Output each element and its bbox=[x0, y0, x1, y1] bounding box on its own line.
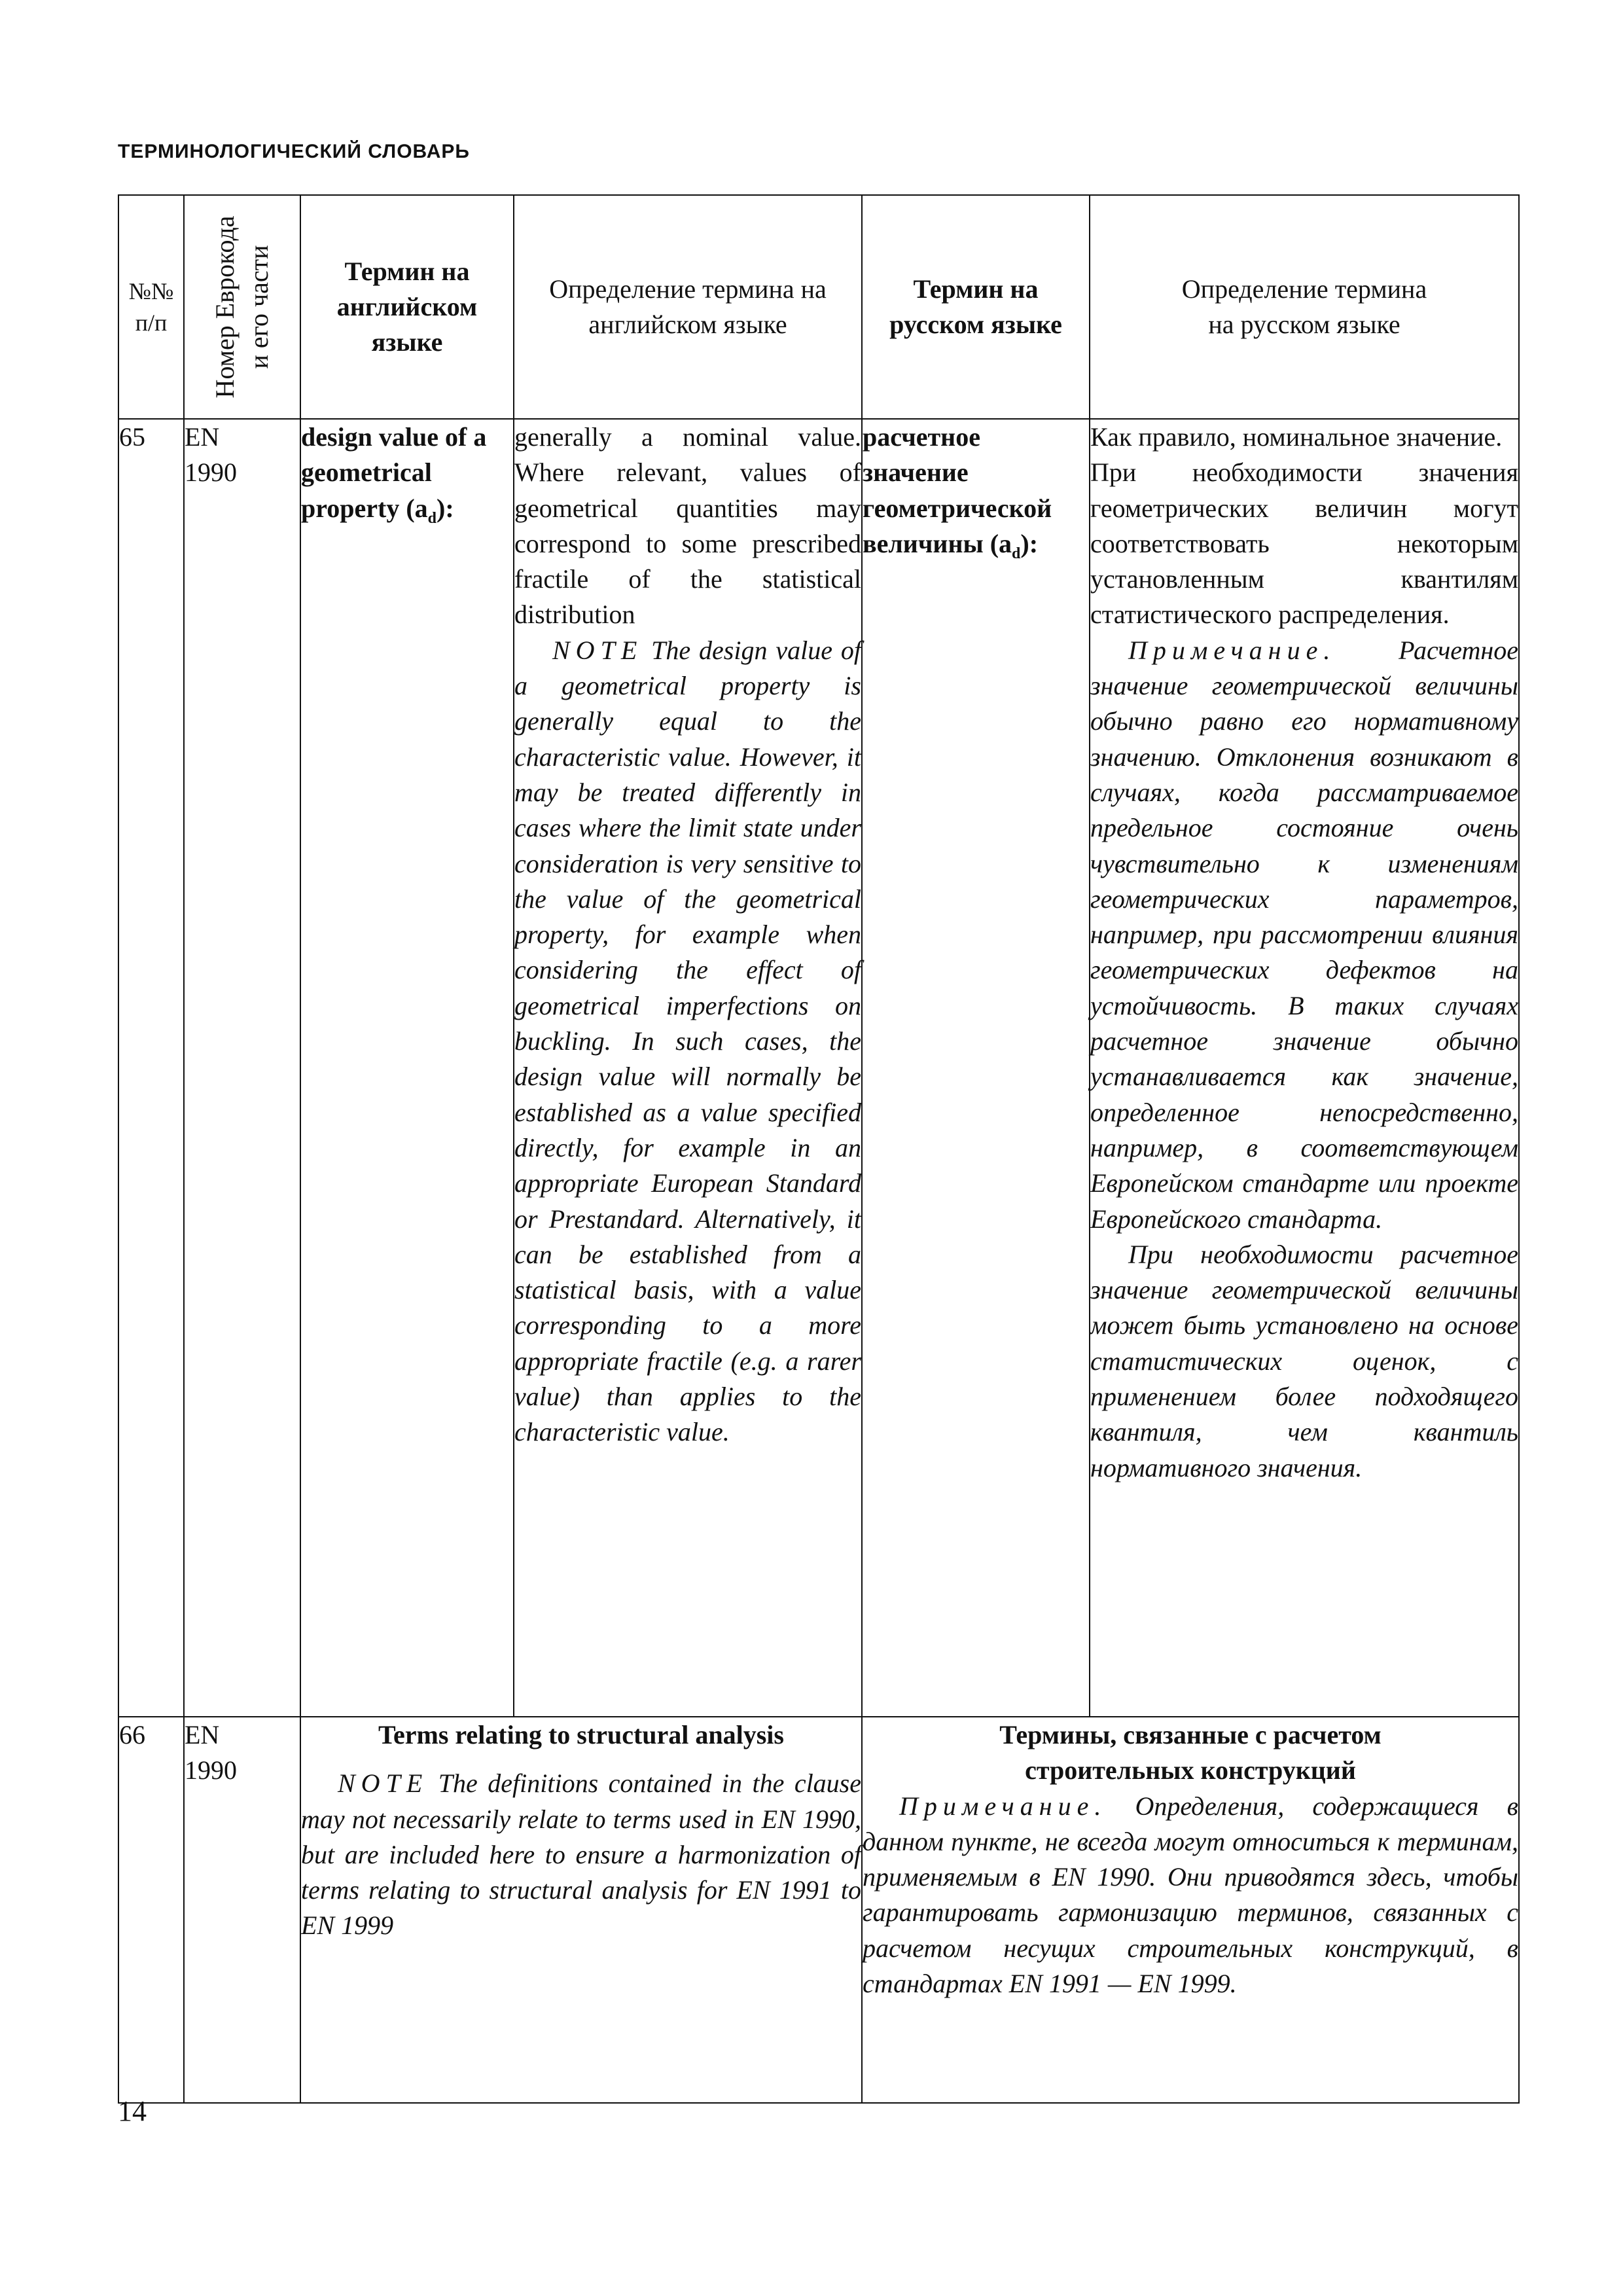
table-row bbox=[118, 419, 1519, 1717]
row-65-note-ru-2: При необходимости расчетное значение геометрической величины может быть установлено на основе статистических оценок, с применением более подходящего квантиля, чем квантиль нормативного значения. bbox=[1090, 1239, 1518, 1482]
row-66-note-en bbox=[301, 1766, 861, 1943]
table-row bbox=[118, 1717, 1519, 2103]
col-header-term-ru-text: Термин на русском языке bbox=[889, 274, 1062, 339]
row-65-def-en-text: generally a nominal value. Where relevant, values of geometrical quantities may correspond to some prescribed fractile of the statistical distribution bbox=[514, 422, 861, 630]
row-66-note-ru-text: Определения, содержащиеся в данном пункте, не всегда могут относиться к терминам, применяемым в EN 1990. Они приводятся здесь, чтобы гарантировать гармонизацию терминов, связанных с расчетом несущих строительных конструкций, в стандартах EN 1991 — EN 1999. bbox=[863, 1791, 1519, 1999]
col-header-def-en-text: Определение термина на английском языке bbox=[549, 274, 827, 339]
row-65-note-en bbox=[514, 633, 861, 1450]
term-ru-part1: расчетное значение геометрической величины (a bbox=[863, 422, 1052, 558]
row-65-def-ru-2: При необходимости значения геометрических величин могут соответствовать некоторым установленным квантилям статистического распределения. bbox=[1090, 457, 1518, 630]
term-en-subscript: d bbox=[427, 509, 437, 527]
row-65-note-ru-1 bbox=[1090, 633, 1518, 1237]
row-66-num: 66 bbox=[118, 1717, 184, 2103]
row-65-code-text: EN 1990 bbox=[185, 422, 237, 488]
row-65-def-ru bbox=[1090, 419, 1519, 1717]
note-ru-label: Примечание. bbox=[1128, 635, 1336, 665]
row-65-term-ru bbox=[862, 419, 1090, 1717]
row-66-code bbox=[184, 1717, 300, 2103]
row-65-term-en-text bbox=[301, 420, 513, 536]
page-header: ТЕРМИНОЛОГИЧЕСКИЙ СЛОВАРЬ bbox=[118, 141, 470, 162]
term-en-part1: design value of a geometrical property (a bbox=[301, 422, 487, 523]
row-65-def-en bbox=[514, 419, 862, 1717]
row-66-note-ru bbox=[863, 1789, 1518, 2002]
row-66-section-en-title: Terms relating to structural analysis bbox=[378, 1720, 784, 1749]
term-ru-subscript: d bbox=[1012, 545, 1021, 562]
term-ru-part2: ): bbox=[1020, 528, 1039, 558]
col-header-num-text: №№ п/п bbox=[128, 278, 174, 336]
note-en-text: The design value of a geometrical property is generally equal to the characteristic value. However, it may be treated differently in cases where the limit state under consideration is very sensitive to the value of the geometrical property, for example when considering the effect of geometrical imperfections on buckling. In such cases, the design value will normally be established as a value specified directly, for example in an appropriate European Standard or Prestandard. Alternatively, it can be established from a statistical basis, with a value corresponding to a more appropriate fractile (e.g. a rarer value) than applies to the characteristic value. bbox=[514, 635, 862, 1447]
col-header-term-en bbox=[300, 195, 514, 419]
col-header-def-ru-text: Определение термина на русском языке bbox=[1181, 274, 1427, 339]
note-en-label: NOTE bbox=[552, 635, 643, 665]
term-en-part2: ): bbox=[437, 493, 454, 523]
row-65-def-ru-1: Как правило, номинальное значение. bbox=[1090, 422, 1503, 452]
col-header-def-en bbox=[514, 195, 862, 419]
row-66-note-en-text: The definitions contained in the clause may not necessarily relate to terms used in EN 1990, but are included here to ensure a harmonization of terms relating to structural analysis for EN 1991 to EN 1999 bbox=[301, 1768, 861, 1941]
row-66-section-ru-title: Термины, связанные с расчетом строительных конструкций bbox=[999, 1720, 1382, 1785]
row-65-code bbox=[184, 419, 300, 1717]
glossary-table bbox=[118, 194, 1520, 2104]
table-header-row bbox=[118, 195, 1519, 419]
row-65-num: 65 bbox=[118, 419, 184, 1717]
col-header-num bbox=[118, 195, 184, 419]
row-66-code-text: EN 1990 bbox=[185, 1720, 237, 1785]
col-header-term-en-text: Термин на английском языке bbox=[336, 257, 478, 357]
row-65-term-en bbox=[300, 419, 514, 1717]
col-header-term-ru bbox=[862, 195, 1090, 419]
row-66-note-ru-label: Примечание. bbox=[899, 1791, 1107, 1821]
page-number: 14 bbox=[118, 2095, 147, 2127]
row-66-ru-section bbox=[862, 1717, 1519, 2103]
col-header-def-ru bbox=[1090, 195, 1519, 419]
col-header-code bbox=[184, 195, 300, 419]
note-ru-text-1: Расчетное значение геометрической величины обычно равно его нормативному значению. Отклонения возникают в случаях, когда рассматриваемое предельное состояние очень чувствительно к изменениям геометрических параметров, например, при рассмотрении влияния геометрических дефектов на устойчивость. В таких случаях расчетное значение обычно устанавливается как значение, определенное непосредственно, например, в соответствующем Европейском стандарте или проекте Европейского стандарта. bbox=[1090, 635, 1518, 1234]
row-65-term-ru-text bbox=[863, 420, 1089, 571]
col-header-code-text: Номер Еврокода и его части bbox=[210, 215, 274, 399]
row-66-note-en-label: NOTE bbox=[338, 1768, 429, 1799]
row-66-en-section bbox=[300, 1717, 862, 2103]
